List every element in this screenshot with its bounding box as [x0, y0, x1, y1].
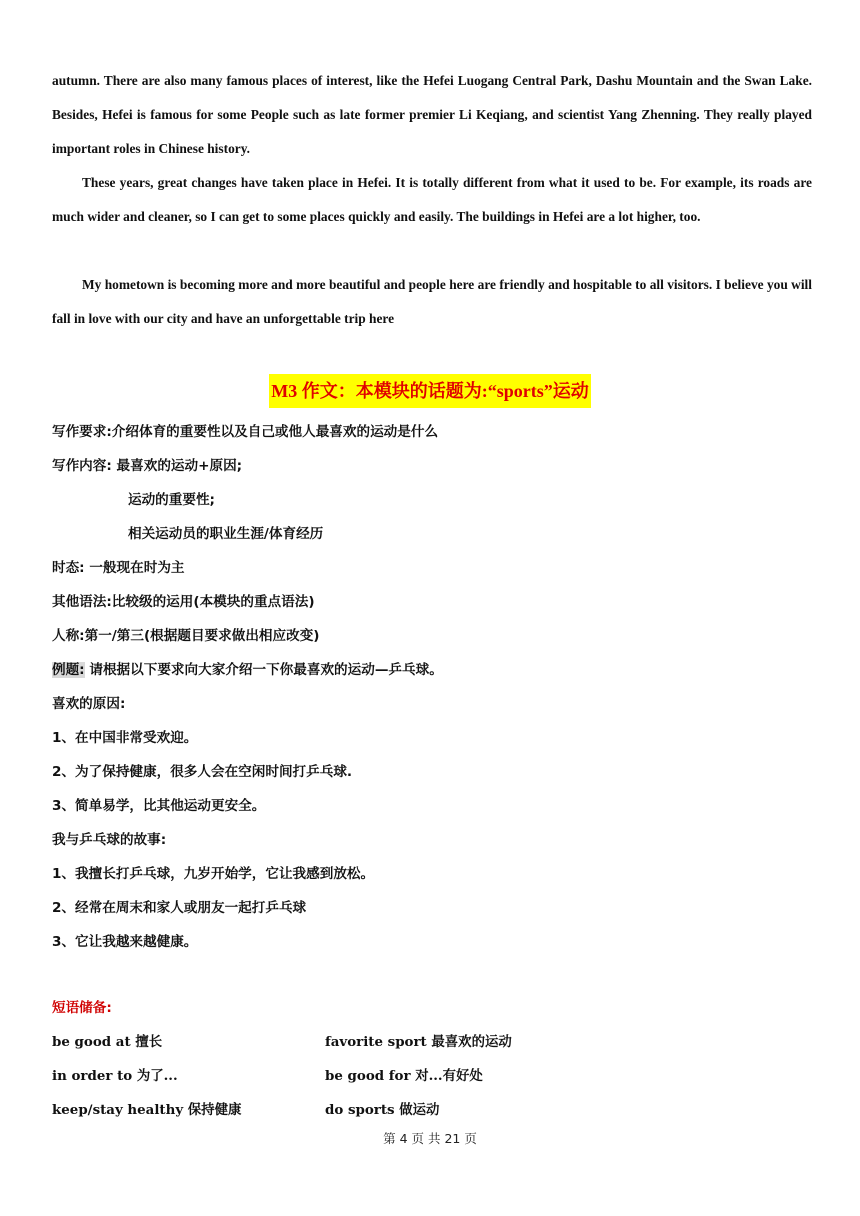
essay-text-3: My hometown is becoming more and more beautiful and people here are friendly and hospitable to all visitors. I believe you will fall in love with our city and have an unforgettable trip here: [52, 277, 812, 326]
reason-item: 3、简单易学，比其他运动更安全。: [52, 798, 266, 814]
writing-requirement: 写作要求:介绍体育的重要性以及自己或他人最喜欢的运动是什么: [52, 424, 439, 440]
person-note: 人称:第一/第三(根据题目要求做出相应改变): [52, 628, 320, 644]
story-title: 我与乒乓球的故事:: [52, 832, 167, 848]
phrase-item: do sports 做运动: [325, 1102, 440, 1118]
writing-content: 写作内容: 最喜欢的运动+原因;: [52, 458, 243, 474]
example-label: 例题:: [52, 662, 85, 678]
essay-paragraph-3: [52, 268, 812, 336]
writing-content-item-3: 相关运动员的职业生涯/体育经历: [128, 526, 324, 542]
phrase-item: be good at 擅长: [52, 1034, 163, 1050]
essay-text-1: autumn. There are also many famous places of interest, like the Hefei Luogang Central Park, Dashu Mountain and the Swan Lake. Besides, Hefei is famous for some People such as late former premier Li Keqiang, and scientist Yang Zhenning. They really played important roles in Chinese history.: [52, 73, 812, 156]
essay-paragraph-2: [52, 166, 812, 234]
example-prompt: [52, 660, 443, 680]
section-heading: M3 作文：本模块的话题为:“sports”运动: [269, 374, 591, 408]
phrase-item: be good for 对...有好处: [325, 1068, 483, 1084]
phrase-item: keep/stay healthy 保持健康: [52, 1102, 242, 1118]
page-footer: 第 4 页 共 21 页: [383, 1131, 477, 1146]
story-item: 3、它让我越来越健康。: [52, 934, 198, 950]
reason-item: 2、为了保持健康，很多人会在空闲时间打乒乓球.: [52, 764, 353, 780]
story-item: 2、经常在周末和家人或朋友一起打乒乓球: [52, 900, 307, 916]
essay-paragraph-1: [52, 64, 812, 166]
phrase-item: favorite sport 最喜欢的运动: [325, 1034, 512, 1050]
section-heading-wrap: [0, 374, 860, 408]
tense-note: 时态: 一般现在时为主: [52, 560, 185, 576]
phrases-title: 短语储备:: [52, 1000, 112, 1016]
reason-item: 1、在中国非常受欢迎。: [52, 730, 198, 746]
writing-content-item-2: 运动的重要性;: [128, 492, 215, 508]
reasons-title: 喜欢的原因:: [52, 696, 126, 712]
story-item: 1、我擅长打乒乓球，九岁开始学，它让我感到放松。: [52, 866, 375, 882]
grammar-note: 其他语法:比较级的运用(本模块的重点语法): [52, 594, 315, 610]
phrase-item: in order to 为了...: [52, 1068, 178, 1084]
essay-text-2: These years, great changes have taken place in Hefei. It is totally different from what it used to be. For example, its roads are much wider and cleaner, so I can get to some places quickly and easily. The buildings in Hefei are a lot higher, too.: [52, 175, 812, 224]
example-text: 请根据以下要求向大家介绍一下你最喜欢的运动—乒乓球。: [84, 662, 443, 678]
